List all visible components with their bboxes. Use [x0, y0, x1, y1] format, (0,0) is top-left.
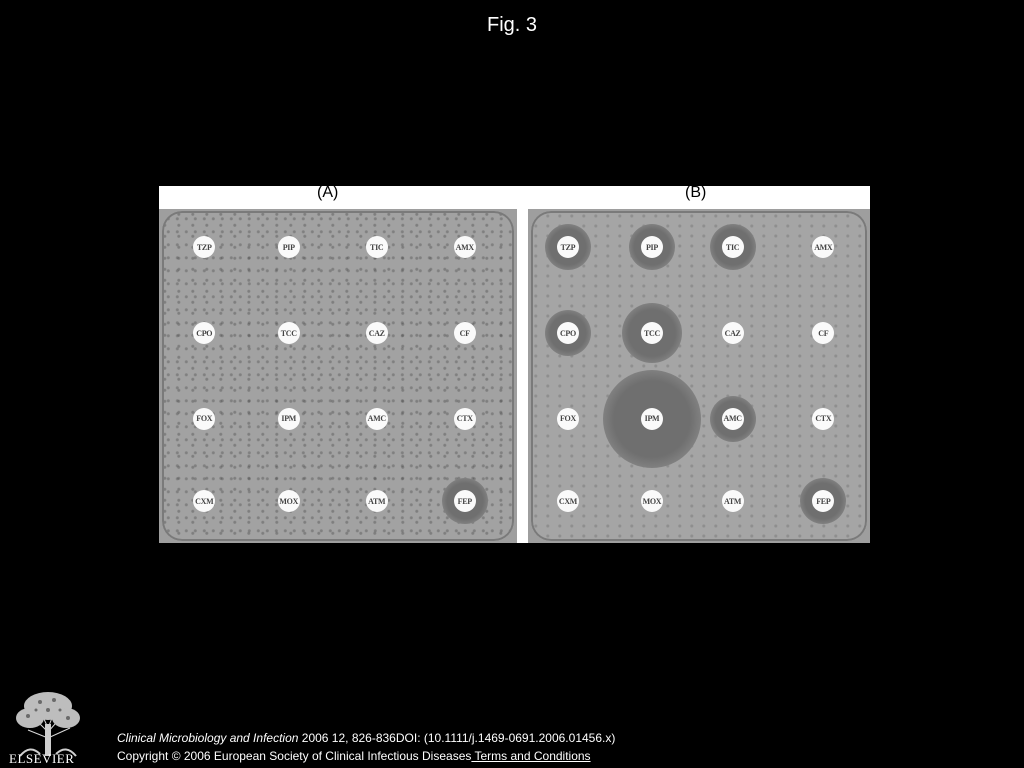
antibiotic-disk-cf: [811, 321, 835, 345]
disk-label: CF: [454, 322, 476, 344]
figure-image: [159, 186, 870, 543]
disk-label: TCC: [278, 322, 300, 344]
agar-plate-b: [531, 211, 867, 541]
antibiotic-disk-ctx: [811, 407, 835, 431]
disk-label: FOX: [193, 408, 215, 430]
antibiotic-disk-pip: [277, 235, 301, 259]
antibiotic-disk-ctx: [453, 407, 477, 431]
disk-label: AMX: [454, 236, 476, 258]
antibiotic-disk-amx: [453, 235, 477, 259]
antibiotic-disk-cxm: [556, 489, 580, 513]
panel-b: [528, 209, 870, 543]
antibiotic-disk-atm: [365, 489, 389, 513]
antibiotic-disk-cf: [453, 321, 477, 345]
disk-label: CPO: [193, 322, 215, 344]
panel-b-label: (B): [685, 186, 707, 201]
antibiotic-disk-cxm: [192, 489, 216, 513]
disk-label: PIP: [278, 236, 300, 258]
antibiotic-disk-mox: [277, 489, 301, 513]
antibiotic-disk-atm: [721, 489, 745, 513]
terms-link[interactable]: Terms and Conditions: [471, 749, 591, 763]
disk-label: CTX: [454, 408, 476, 430]
agar-plate-a: [162, 211, 514, 541]
disk-label: CXM: [557, 490, 579, 512]
copyright-text: Copyright © 2006 European Society of Clinical Infectious Diseases: [117, 749, 472, 763]
antibiotic-disk-amc: [710, 396, 756, 442]
disk-label: CAZ: [366, 322, 388, 344]
disk-label: FEP: [812, 490, 834, 512]
antibiotic-disk-cpo: [192, 321, 216, 345]
antibiotic-disk-tzp: [192, 235, 216, 259]
antibiotic-disk-caz: [721, 321, 745, 345]
figure-title: Fig. 3: [486, 14, 538, 36]
citation: [117, 731, 615, 745]
citation-details: 2006 12, 826-836DOI: (10.1111/j.1469-0691.2006.01456.x): [298, 731, 616, 745]
disk-label: PIP: [641, 236, 663, 258]
disk-label: CAZ: [722, 322, 744, 344]
antibiotic-disk-amc: [365, 407, 389, 431]
antibiotic-disk-tic: [365, 235, 389, 259]
antibiotic-disk-fox: [192, 407, 216, 431]
disk-label: TIC: [722, 236, 744, 258]
antibiotic-disk-fox: [556, 407, 580, 431]
disk-label: CPO: [557, 322, 579, 344]
antibiotic-disk-fep: [800, 478, 846, 524]
copyright-line: [117, 749, 591, 763]
antibiotic-disk-tic: [710, 224, 756, 270]
antibiotic-disk-amx: [811, 235, 835, 259]
panel-a-label: (A): [317, 186, 339, 201]
antibiotic-disk-tcc: [622, 303, 682, 363]
disk-label: MOX: [278, 490, 300, 512]
disk-label: FEP: [454, 490, 476, 512]
disk-label: TIC: [366, 236, 388, 258]
antibiotic-disk-ipm: [277, 407, 301, 431]
disk-label: AMX: [812, 236, 834, 258]
panel-a: [159, 209, 517, 543]
antibiotic-disk-ipm: [603, 370, 701, 468]
disk-label: CF: [812, 322, 834, 344]
disk-label: AMC: [722, 408, 744, 430]
disk-label: FOX: [557, 408, 579, 430]
disk-label: CXM: [193, 490, 215, 512]
journal-name: Clinical Microbiology and Infection: [117, 731, 299, 745]
elsevier-logo-text: ELSEVIER: [9, 751, 75, 766]
disk-label: IPM: [278, 408, 300, 430]
disk-label: TZP: [193, 236, 215, 258]
antibiotic-disk-caz: [365, 321, 389, 345]
disk-label: TZP: [557, 236, 579, 258]
disk-label: ATM: [366, 490, 388, 512]
antibiotic-disk-mox: [640, 489, 664, 513]
antibiotic-disk-tzp: [545, 224, 591, 270]
antibiotic-disk-tcc: [277, 321, 301, 345]
disk-label: TCC: [641, 322, 663, 344]
disk-label: ATM: [722, 490, 744, 512]
antibiotic-disk-fep: [442, 478, 488, 524]
disk-label: CTX: [812, 408, 834, 430]
disk-label: AMC: [366, 408, 388, 430]
disk-label: MOX: [641, 490, 663, 512]
antibiotic-disk-pip: [629, 224, 675, 270]
disk-label: IPM: [641, 408, 663, 430]
antibiotic-disk-cpo: [545, 310, 591, 356]
